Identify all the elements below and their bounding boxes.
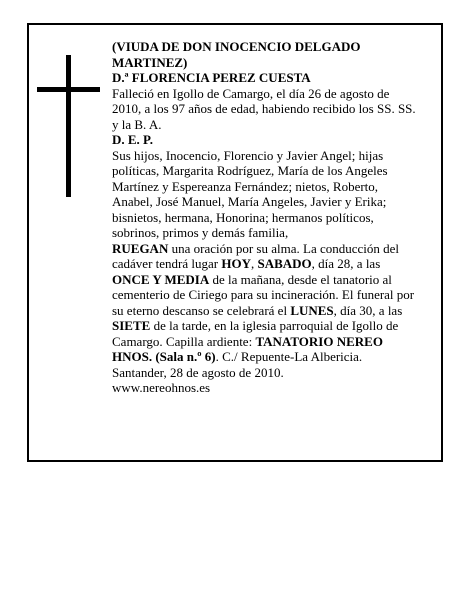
once-y-media: ONCE Y MEDIA (112, 271, 210, 287)
tanatorio: TANATORIO NEREO HNOS. (Sala n.º 6) (112, 333, 383, 364)
widow-header: (VIUDA DE DON INOCENCIO DELGADO MARTINEZ) (112, 39, 361, 70)
funeral-info (112, 241, 420, 365)
siete: SIETE (112, 318, 151, 333)
cross-icon-bar (37, 87, 100, 92)
funeral-text-4: de la mañana, desde el tanatorio al cementerio de Ciriego para su incineración. El funeral por su eterno descanso se celebrará el (112, 271, 415, 318)
place-date: Santander, 28 de agosto de 2010. (112, 364, 284, 380)
funeral-text-1: una oración por su alma. La conducción del cadáver tendrá lugar (112, 240, 400, 271)
funeral-text-3: , día 28, a las (311, 256, 381, 271)
sabado: SABADO (257, 256, 312, 271)
family-list: Sus hijos, Inocencio, Florencio y Javier Angel; hijas políticas, Margarita Rodríguez, María de los Angeles Martínez y Espereanza Fernández; nietos, Roberto, Anabel, José Manuel, María Angeles, Javier y Erika; bisnietos, hermana, Honorina; hermanos políticos, sobrinos, primos y demás familia, (112, 147, 388, 240)
funeral-text-6: de la tarde, en la iglesia parroquial de Igollo de Camargo. Capilla ardiente: (112, 318, 399, 349)
website: www.nereohnos.es (112, 380, 211, 395)
rip: D. E. P. (112, 132, 154, 147)
ruegan: RUEGAN (112, 240, 169, 256)
cross-icon (66, 55, 71, 197)
notice-text (112, 39, 420, 396)
deceased-name: D.ª FLORENCIA PEREZ CUESTA (112, 70, 311, 85)
death-info: Falleció en Igollo de Camargo, el día 26 de agosto de 2010, a los 97 años de edad, habiendo recibido los SS. SS. y la B. A. (112, 85, 416, 132)
lunes: LUNES (290, 302, 334, 318)
funeral-text-7: . C./ Repuente-La Albericia. (215, 349, 363, 364)
funeral-text-2: , (250, 256, 258, 271)
funeral-text-5: , día 30, a las (333, 302, 403, 318)
hoy: HOY (221, 256, 251, 271)
